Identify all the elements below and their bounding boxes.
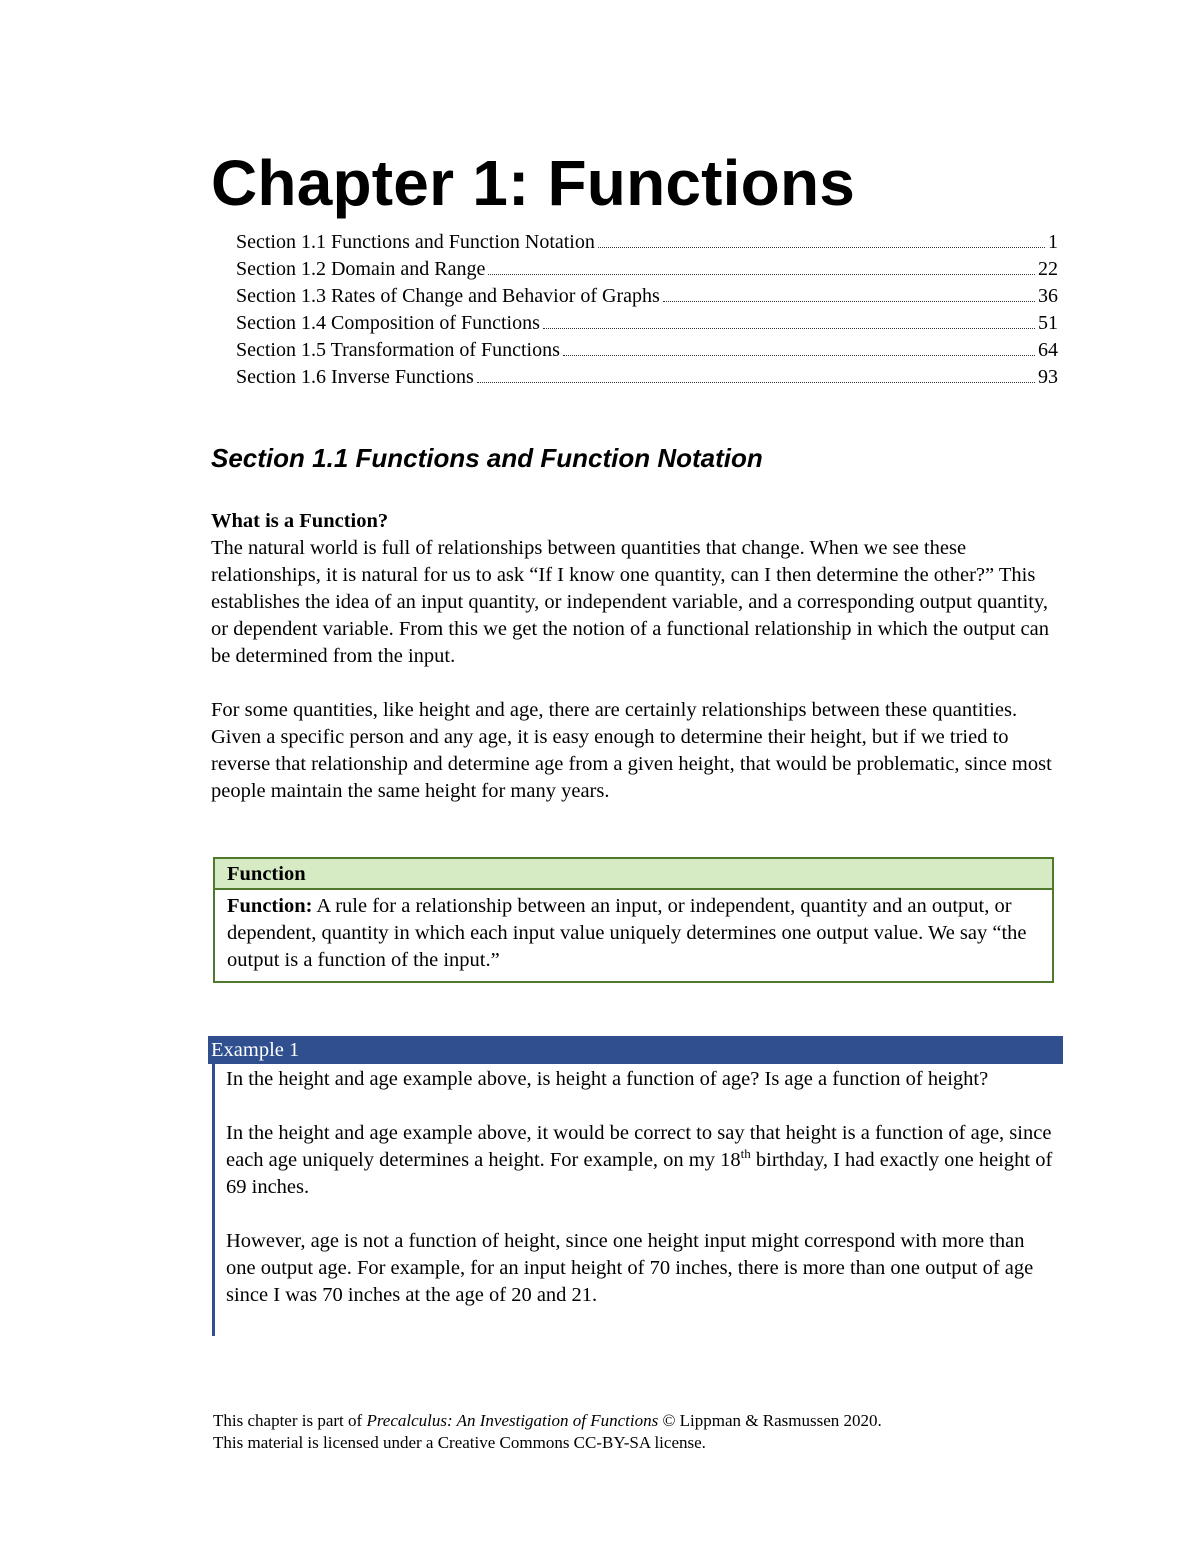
toc-entry-label: Section 1.1 Functions and Function Notation [236,231,595,253]
example-answer [226,1120,1056,1201]
toc-entry-label: Section 1.5 Transformation of Functions [236,339,560,361]
definition-box-body [215,890,1052,974]
toc-entry-page: 51 [1038,312,1058,334]
example-body [226,1066,1056,1309]
toc-entry-label: Section 1.4 Composition of Functions [236,312,540,334]
definition-term: Function: [227,895,313,917]
definition-box-header: Function [215,859,1052,890]
example-header: Example 1 [208,1036,1063,1064]
chapter-title: Chapter 1: Functions [211,147,856,219]
intro-text [211,508,1061,670]
toc-entry[interactable] [236,256,1058,283]
toc-entry[interactable] [236,364,1058,391]
example-answer-text: In the height and age example above, it would be correct to say that height is a function of age, since each age uniquely determines a height. For example, on my 18 [226,1122,1052,1171]
example-left-rule [212,1064,215,1336]
definition-box [213,857,1054,983]
toc-dot-leader [663,301,1035,302]
table-of-contents [236,229,1058,391]
example-answer-text: birthday, I had exactly one height of 69 inches. [226,1149,1053,1198]
section-heading: Section 1.1 Functions and Function Notation [211,443,763,473]
toc-entry[interactable] [236,283,1058,310]
example-question: In the height and age example above, is height a function of age? Is age a function of height? [226,1068,989,1090]
definition-text: A rule for a relationship between an input, or independent, quantity and an output, or dependent, quantity in which each input value uniquely determines one output value. We say “the output is a function of the input.” [227,895,1027,971]
toc-dot-leader [488,274,1035,275]
toc-dot-leader [598,247,1045,248]
toc-entry-label: Section 1.2 Domain and Range [236,258,486,280]
toc-entry[interactable] [236,229,1058,256]
toc-entry-page: 93 [1038,366,1058,388]
toc-entry-page: 36 [1038,285,1058,307]
example-answer: However, age is not a function of height, since one height input might correspond with more than one output age. For example, for an input height of 70 inches, there is more than one output of age since I was 70 inches at the age of 20 and 21. [226,1230,1034,1306]
toc-entry[interactable] [236,310,1058,337]
footer-text: This chapter is part of [213,1411,367,1430]
toc-dot-leader [563,355,1035,356]
footer-text: © Lippman & Rasmussen 2020. [658,1411,882,1430]
paragraph: For some quantities, like height and age, there are certainly relationships between these quantities. Given a specific person and any age, it is easy enough to determine their height, but if we tried to reverse that relationship and determine age from a given height, that would be problematic, since most people maintain the same height for many years. [211,699,1052,802]
toc-entry[interactable] [236,337,1058,364]
toc-entry-page: 22 [1038,258,1058,280]
toc-entry-label: Section 1.3 Rates of Change and Behavior of Graphs [236,285,660,307]
footer-line: This material is licensed under a Creative Commons CC-BY-SA license. [213,1433,706,1452]
ordinal-suffix: th [740,1146,751,1161]
footer-line [213,1410,1063,1432]
toc-entry-label: Section 1.6 Inverse Functions [236,366,474,388]
subheading: What is a Function? [211,510,389,532]
footer-note [213,1410,1063,1454]
paragraph: The natural world is full of relationships between quantities that change. When we see these relationships, it is natural for us to ask “If I know one quantity, can I then determine the other?” This establishes the idea of an input quantity, or independent variable, and a corresponding output quantity, or dependent variable. From this we get the notion of a functional relationship in which the output can be determined from the input. [211,537,1050,667]
toc-dot-leader [477,382,1035,383]
book-title: Precalculus: An Investigation of Functions [366,1411,659,1430]
toc-entry-page: 1 [1048,231,1058,253]
toc-entry-page: 64 [1038,339,1058,361]
toc-dot-leader [543,328,1035,329]
